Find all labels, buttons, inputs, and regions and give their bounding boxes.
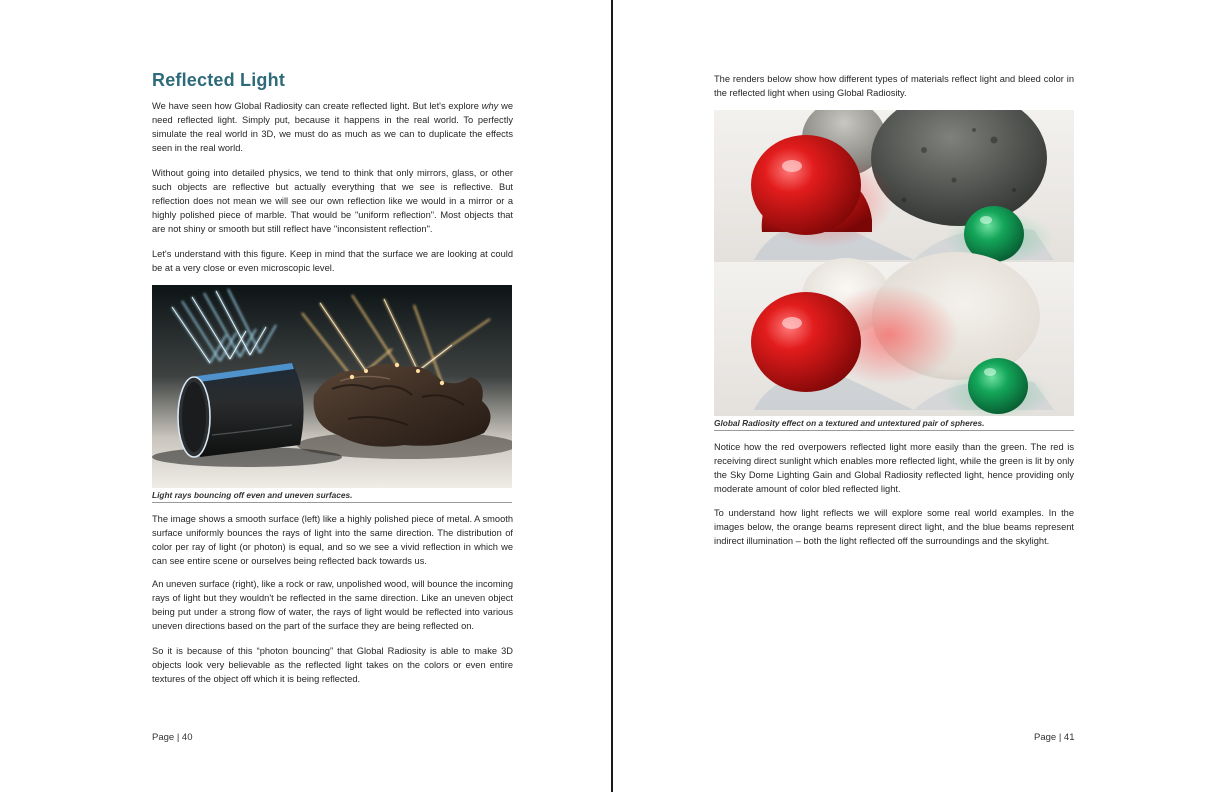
color-bleed-text: Notice how the red overpowers reflected light more easily than the green. The red is receiving direct sunlight which enables more reflected light, while the green is lit by only the Sky Dome Lighting Gain and Global Radiosity reflected light, hence providing only moderate amount of color bled reflected light. [714, 442, 1074, 494]
intro-emphasis: why [481, 101, 499, 111]
photon-bouncing-text: So it is because of this “photon bouncing” that Global Radiosity is able to make 3D objects look very believable as the reflected light takes on the colors or even entire textures of the object off which it is being reflected. [152, 646, 513, 684]
renders-intro-paragraph [714, 72, 1074, 100]
reflection-paragraph [152, 166, 513, 236]
light-rays-figure [152, 285, 512, 488]
uneven-surface-paragraph [152, 577, 513, 633]
renders-intro-text: The renders below show how different types of materials reflect light and bleed color in the reflected light when using Global Radiosity. [714, 74, 1074, 98]
right-page [613, 0, 1225, 792]
color-bleed-paragraph [714, 440, 1074, 496]
page-number-left: Page | 40 [152, 732, 193, 743]
figure-intro-text: Let's understand with this figure. Keep in mind that the surface we are looking at could be at a very close or even microscopic level. [152, 249, 513, 273]
spheres-render-figure [714, 110, 1074, 416]
spheres-figure-caption: Global Radiosity effect on a textured and untextured pair of spheres. [714, 418, 1074, 431]
real-world-text: To understand how light reflects we will explore some real world examples. In the images below, the orange beams represent direct light, and the blue beams represent indirect illumination – both the light reflected off the surroundings and the skylight. [714, 508, 1074, 546]
figure-caption: Light rays bouncing off even and uneven surfaces. [152, 490, 512, 503]
figure-intro-paragraph [152, 247, 513, 275]
intro-text-end: we need reflected light. Simply put, because it happens in the real world. To perfectly simulate the real world in 3D, we must do as much as we can to duplicate the effects seen in the real world. [152, 101, 514, 153]
smooth-surface-text: The image shows a smooth surface (left) like a highly polished piece of metal. A smooth surface uniformly bounces the rays of light into the same direction. The distribution of color per ray of light (or photon) is equal, and so we see a vivid reflection in which we can see entire scene or ourselves being reflected back towards us. [152, 514, 513, 566]
reflection-text: Without going into detailed physics, we tend to think that only mirrors, glass, or other such objects are reflective but actually everything that we see is reflective. But reflection does not mean we will see our own reflection like we would in a mirror or a highly polished piece of marble. That would be "uniform reflection". Most objects that are not shiny or smooth but still reflect have "inconsistent reflection". [152, 168, 513, 234]
real-world-paragraph [714, 506, 1074, 548]
light-rays-illustration [152, 285, 512, 488]
photon-bouncing-paragraph [152, 644, 513, 686]
section-title: Reflected Light [152, 70, 286, 90]
intro-text-start: We have seen how Global Radiosity can create reflected light. But let's explore [152, 101, 482, 111]
intro-paragraph [152, 99, 513, 155]
left-page [0, 0, 612, 792]
smooth-surface-paragraph [152, 512, 513, 568]
page-number-right: Page | 41 [1034, 732, 1075, 743]
uneven-surface-text: An uneven surface (right), like a rock or raw, unpolished wood, will bounce the incoming rays of light but they wouldn't be reflected in the same direction. Like an uneven object being put under a strong flow of water, the rays of light would be reflected into various uneven directions based on the part of the surface they are being reflected on. [152, 579, 513, 631]
spheres-render-illustration [714, 110, 1074, 416]
